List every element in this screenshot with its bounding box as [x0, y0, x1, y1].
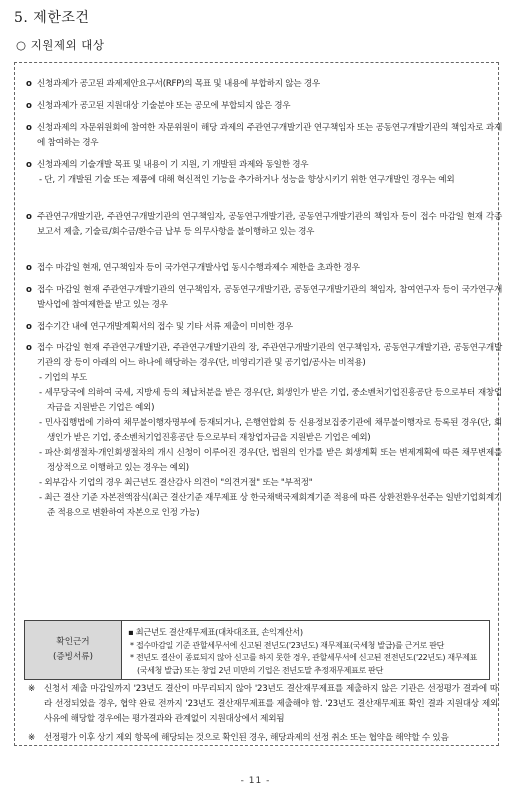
list-item [26, 261, 502, 276]
sub-item: - 외부감사 기업의 경우 최근년도 결산감사 의견이 "의견거절" 또는 "부적정" [39, 478, 313, 488]
item-text: 접수 마감일 현재 주관연구개발기관의 연구책임자, 공동연구개발기관, 공동연구개발기관의 책임자, 참여연구자 등이 국가연구개발사업에 참여제한을 받고 있는 경우 [37, 285, 502, 310]
evidence-label-cell [25, 621, 122, 679]
bullet: o [26, 285, 32, 295]
reference-mark: ※ [28, 684, 35, 694]
bullet: o [26, 322, 32, 332]
list-item [26, 77, 502, 92]
list-item [26, 158, 502, 188]
notice-item [28, 682, 498, 727]
evidence-main: ▪ 최근년도 결산재무제표(대차대조표, 손익계산서) [128, 627, 303, 637]
sub-item: - 단, 기 개발된 기술 또는 제품에 대해 혁신적인 기능을 추가하거나 성능을 향상시키기 위한 연구개발인 경우는 예외 [39, 175, 455, 185]
list-item [26, 210, 502, 240]
evidence-note: * 전년도 결산이 종료되지 않아 신고를 하지 못한 경우, 관할세무서에 신고된 전전년도('22년도) 재무제표(국세청 발급) 또는 창업 2년 미만의 기업은 전년도말 추정재무제표로 판단 [130, 653, 478, 675]
item-text: 신청과제가 공고된 지원대상 기술분야 또는 공모에 부합되지 않은 경우 [37, 101, 291, 111]
reference-mark: ※ [28, 733, 35, 743]
bullet: o [26, 101, 32, 111]
subsection-title: ○ 지원제외 대상 [16, 38, 105, 52]
bullet: o [26, 343, 32, 353]
item-text: 접수 마감일 현재, 연구책임자 등이 국가연구개발사업 동시수행과제수 제한을 초과한 경우 [37, 263, 360, 273]
sub-item: - 최근 결산 기준 자본전액잠식(최근 결산기준 재무제표 상 한국채택국제회계기준 적용에 따른 상환전환우선주는 일반기업회계기준 적용으로 변환하여 자본으로 인정 가능) [39, 493, 502, 518]
item-text: 신청과제가 공고된 과제제안요구서(RFP)의 목표 및 내용에 부합하지 않는 경우 [37, 79, 320, 89]
evidence-label: 확인근거 [56, 637, 90, 647]
item-text: 접수 마감일 현재 주관연구개발기관, 주관연구개발기관의 장, 주관연구개발기관의 연구책임자, 공동연구개발기관, 공동연구개발기관의 장 등이 아래의 어느 하나에 해당하는 경우(단, 비영리기관 및 공기업/공사는 비적용) [37, 343, 502, 368]
sub-item: - 파산·회생절차·개인회생절차의 개시 신청이 이루어진 경우(단, 법원의 인가를 받은 회생계획 또는 변제계획에 따른 채무변제를 정상적으로 이행하고 있는 경우는 예외) [39, 448, 502, 473]
list-item [26, 341, 502, 521]
bullet: o [26, 123, 32, 133]
list-item [26, 121, 502, 151]
sub-item: - 민사집행법에 기하여 채무불이행자명부에 등재되거나, 은행연합회 등 신용정보집중기관에 채무불이행자로 등록된 경우(단, 회생인가 받은 기업, 중소벤처기업진흥공단 등으로부터 재창업자금을 지원받은 기업은 예외) [39, 418, 502, 443]
list-item [26, 320, 502, 335]
bullet: o [26, 263, 32, 273]
section-title: 5. 제한조건 [14, 10, 90, 26]
bullet: o [26, 212, 32, 222]
list-item [26, 283, 502, 313]
notice-text: 신청서 제출 마감일까지 '23년도 결산이 마무리되지 않아 '23년도 결산재무제표를 제출하지 않은 기관은 선정평가 결과에 따라 선정되었을 경우, 협약 완료 전까지 '23년도 결산재무제표를 제출해야 함. '23년도 결산재무제표 확인 결과 지원대상 제외 사유에 해당할 경우에는 평가결과와 관계없이 지원대상에서 제외됨 [44, 684, 498, 724]
bullet: o [26, 160, 32, 170]
evidence-label-sub: (증빙서류) [53, 652, 93, 662]
list-item [26, 99, 502, 114]
sub-item: - 기업의 부도 [39, 373, 88, 383]
notice-text: 선정평가 이후 상기 제외 항목에 해당되는 것으로 확인된 경우, 해당과제의 선정 취소 또는 협약을 해약할 수 있음 [44, 733, 449, 743]
item-text: 신청과제의 자문위원회에 참여한 자문위원이 해당 과제의 주관연구개발기관 연구책임자 또는 공동연구개발기관의 책임자로 과제에 참여하는 경우 [37, 123, 502, 148]
bullet: o [26, 79, 32, 89]
page-number: - 11 - [240, 776, 271, 786]
evidence-note: * 접수마감일 기준 관할세무서에 신고된 전년도('23년도) 재무제표(국세청 발급)를 근거로 판단 [130, 640, 445, 650]
item-text: 신청과제의 기술개발 목표 및 내용이 기 지원, 기 개발된 과제와 동일한 경우 [37, 160, 309, 170]
item-text: 주관연구개발기관, 주관연구개발기관의 연구책임자, 공동연구개발기관, 공동연구개발기관의 책임자 등이 접수 마감일 현재 각종 보고서 제출, 기술료/회수금/환수금 납부 등 의무사항을 불이행하고 있는 경우 [37, 212, 502, 237]
sub-item: - 세무당국에 의하여 국세, 지방세 등의 체납처분을 받은 경우(단, 회생인가 받은 기업, 중소벤처기업진흥공단 등으로부터 재창업자금을 지원받은 기업은 예외) [39, 388, 502, 413]
item-text: 접수기간 내에 연구개발계획서의 접수 및 기타 서류 제출이 미비한 경우 [37, 322, 293, 332]
evidence-table [24, 620, 490, 680]
notice-item [28, 731, 498, 746]
evidence-content-cell [122, 621, 489, 679]
